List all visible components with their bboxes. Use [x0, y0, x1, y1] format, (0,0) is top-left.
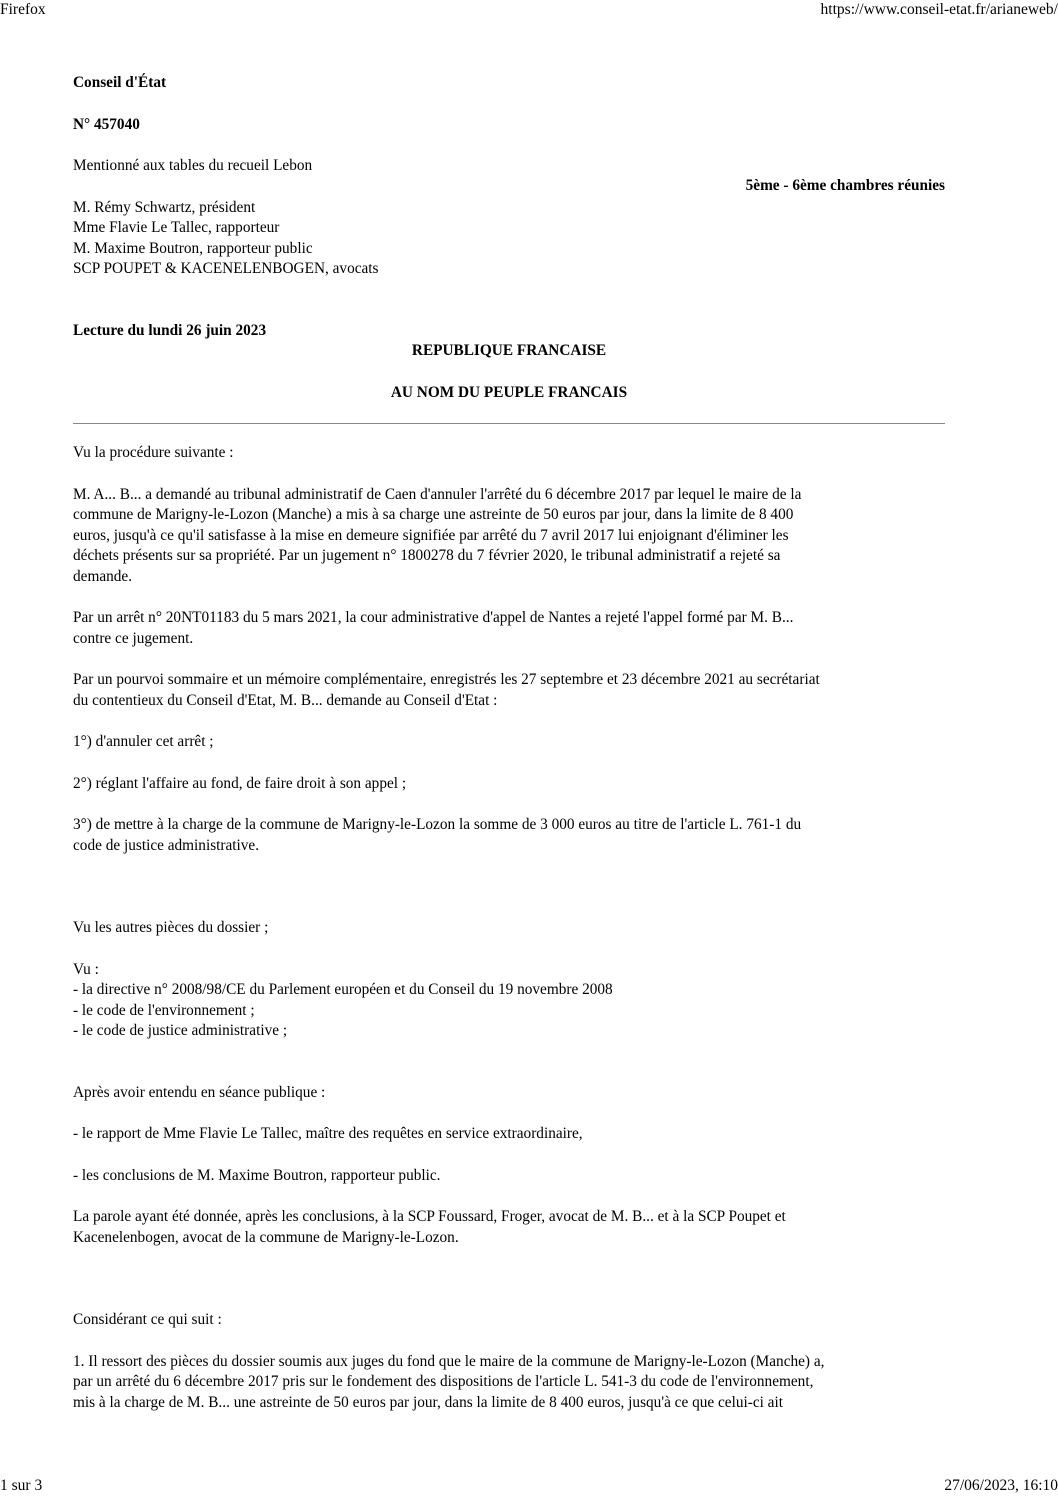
text-line: La parole ayant été donnée, après les conclusions, à la SCP Foussard, Froger, avocat de M. B... et à la SCP Poupet et [73, 1208, 786, 1225]
text-line: Kacenelenbogen, avocat de la commune de Marigny-le-Lozon. [73, 1228, 459, 1246]
case-number: N° 457040 [73, 115, 140, 133]
text-line: code de justice administrative. [73, 836, 260, 854]
court-name: Conseil d'État [73, 74, 167, 91]
text-line: Par un pourvoi sommaire et un mémoire complémentaire, enregistrés les 27 septembre et 23 décembre 2021 au secrétariat [73, 671, 820, 688]
text-line: Par un arrêt n° 20NT01183 du 5 mars 2021, la cour administrative d'appel de Nantes a rejeté l'appel formé par M. B... [73, 609, 794, 626]
text-line: demande. [73, 567, 133, 585]
text-line: déchets présents sur sa propriété. Par un jugement n° 1800278 du 7 février 2020, le tribunal administratif a rejeté sa [73, 547, 781, 564]
participant-president: M. Rémy Schwartz, président [73, 198, 256, 216]
text-line: contre ce jugement. [73, 629, 194, 647]
request-3 [73, 815, 945, 856]
paragraph-parole [73, 1207, 945, 1248]
chambers-label: 5ème - 6ème chambres réunies [745, 177, 945, 194]
text-line: Vu : [73, 960, 99, 978]
participant-rapporteur-public: M. Maxime Boutron, rapporteur public [73, 239, 313, 257]
text-line: euros, jusqu'à ce qu'il satisfasse à la mise en demeure signifiée par arrêté du 7 avril 2017 lui enjoignant d'éliminer les [73, 526, 789, 544]
request-2: 2°) réglant l'affaire au fond, de faire droit à son appel ; [73, 774, 407, 792]
reading-date: Lecture du lundi 26 juin 2023 [73, 321, 267, 339]
publication-note: Mentionné aux tables du recueil Lebon [73, 157, 313, 174]
participants-list [73, 198, 945, 280]
point-1 [73, 1352, 945, 1414]
vu-list [73, 960, 945, 1042]
browser-app-name: Firefox [0, 1, 46, 18]
people-heading: AU NOM DU PEUPLE FRANCAIS [390, 383, 628, 401]
decision-document [73, 73, 945, 1413]
request-1: 1°) d'annuler cet arrêt ; [73, 733, 214, 750]
text-line: 3°) de mettre à la charge de la commune de Marigny-le-Lozon la somme de 3 000 euros au titre de l'article L. 761-1 du [73, 816, 802, 833]
text-line: - le code de justice administrative ; [73, 1022, 288, 1039]
page-url: https://www.conseil-etat.fr/arianeweb/ [820, 1, 1058, 18]
considerant-heading: Considérant ce qui suit : [73, 1311, 222, 1328]
vu-procedure: Vu la procédure suivante : [73, 444, 234, 461]
text-line: commune de Marigny-le-Lozon (Manche) a mis à sa charge une astreinte de 50 euros par jour, dans la limite de 8 400 [73, 506, 794, 523]
text-line: M. A... B... a demandé au tribunal administratif de Caen d'annuler l'arrêté du 6 décembre 2017 par lequel le maire de la [73, 485, 802, 503]
text-line: - la directive n° 2008/98/CE du Parlement européen et du Conseil du 19 novembre 2008 [73, 981, 613, 998]
paragraph-pourvoi [73, 670, 945, 711]
participant-rapporteur: Mme Flavie Le Tallec, rapporteur [73, 219, 280, 236]
text-line: 1. Il ressort des pièces du dossier soumis aux juges du fond que le maire de la commune de Marigny-le-Lozon (Manche) a, [73, 1352, 825, 1370]
text-line: par un arrêté du 6 décembre 2017 pris sur le fondement des dispositions de l'article L. 541-3 du code de l'environnement, [73, 1373, 814, 1390]
paragraph-procedure [73, 485, 945, 588]
print-datetime: 27/06/2023, 16:10 [944, 1477, 1058, 1494]
text-line: du contentieux du Conseil d'Etat, M. B... demande au Conseil d'Etat : [73, 691, 498, 709]
apres-audience: Après avoir entendu en séance publique : [73, 1083, 326, 1101]
text-line: - le code de l'environnement ; [73, 1001, 255, 1019]
page-number: 1 sur 3 [0, 1477, 43, 1494]
conclusions-line: - les conclusions de M. Maxime Boutron, rapporteur public. [73, 1166, 441, 1184]
rapport-line: - le rapport de Mme Flavie Le Tallec, maître des requêtes en service extraordinaire, [73, 1125, 583, 1142]
text-line: mis à la charge de M. B... une astreinte de 50 euros par jour, dans la limite de 8 400 euros, jusqu'à ce que celui-ci ait [73, 1393, 783, 1411]
vu-pieces: Vu les autres pièces du dossier ; [73, 919, 269, 936]
participant-avocats: SCP POUPET & KACENELENBOGEN, avocats [73, 260, 379, 277]
republic-heading: REPUBLIQUE FRANCAISE [411, 342, 607, 359]
paragraph-appeal [73, 608, 945, 649]
